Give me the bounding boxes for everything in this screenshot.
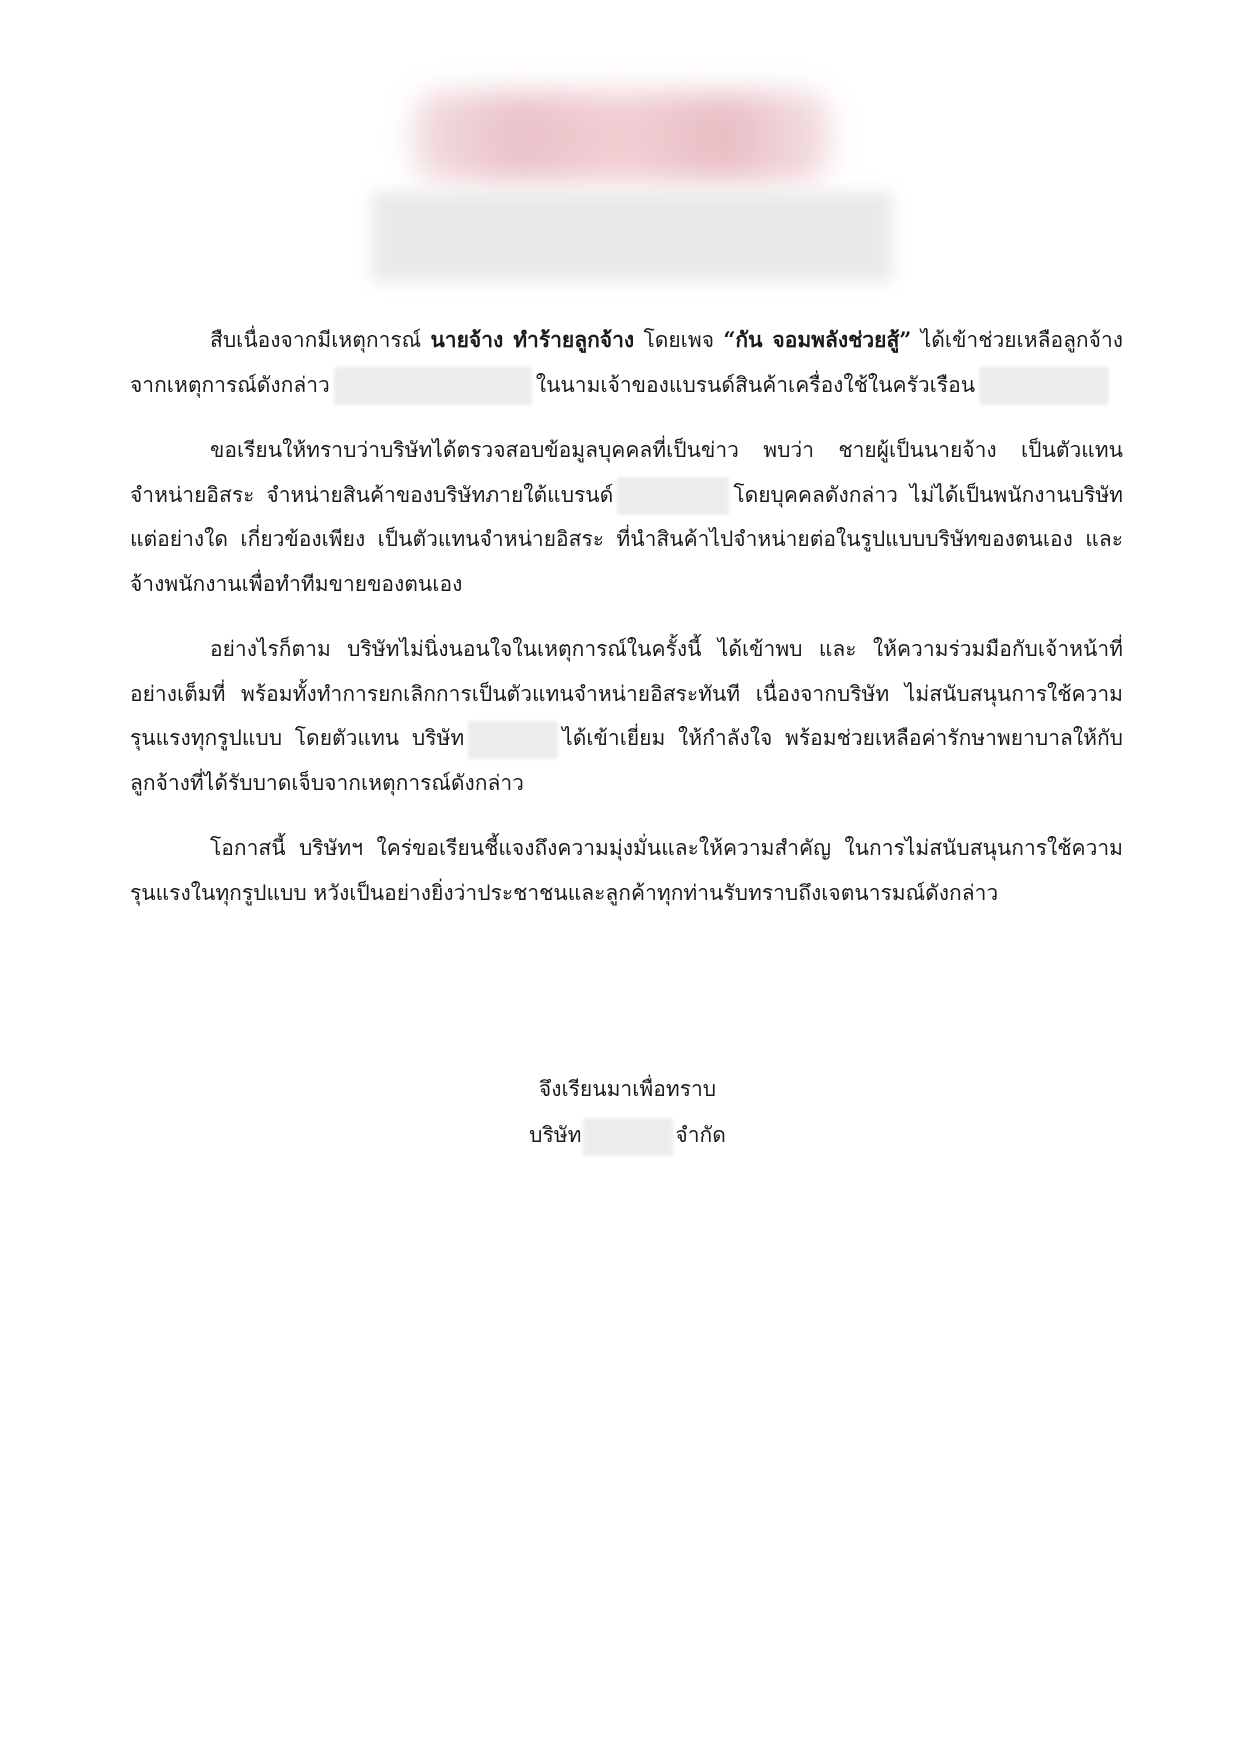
redacted-brand — [617, 477, 729, 515]
paragraph-2-text: โดยบุคคลดังกล่าว ไม่ได้เป็นพนักงานบริษัทแต่อย่างใด เกี่ยวข้องเพียง เป็นตัวแทนจำหน่ายอิสระ ที่นำสินค้าไปจำหน่ายต่อในรูปแบบบริษัทของตนเอง และจ้างพนักงานเพื่อทำทีมขายของตนเอง — [130, 482, 1123, 596]
redacted-company — [583, 1118, 673, 1156]
closing-phrase: จึงเรียนมาเพื่อทราบ — [538, 1077, 717, 1101]
redacted-brand — [979, 367, 1109, 405]
redacted-letterhead — [372, 92, 892, 292]
redacted-company — [468, 721, 558, 759]
paragraph-1-text: ในนามเจ้าของแบรนด์สินค้าเครื่องใช้ในครัวเรือน — [535, 372, 976, 397]
blurred-logo — [412, 92, 832, 182]
paragraph-1-text: โดยเพจ — [643, 328, 714, 352]
paragraph-4 — [130, 826, 1123, 915]
letter-body — [130, 318, 1123, 936]
blurred-company-name — [372, 192, 892, 282]
paragraph-3-text: อย่างไรก็ตาม บริษัทไม่นิ่งนอนใจในเหตุการณ์ในครั้งนี้ ได้เข้าพบ และ ให้ความร่วมมือกับเจ้าหน้าที่อย่างเต็มที่ พร้อมทั้งทำการยกเลิกการเป็นตัวแทนจำหน่ายอิสระทันที เนื่องจากบริษัท ไม่สนับสนุนการใช้ความรุนแรงทุกรูปแบบ โดยตัวแทน บริษัท — [130, 637, 1123, 750]
paragraph-1-bold-headline: นายจ้าง ทำร้ายลูกจ้าง — [430, 327, 635, 352]
company-prefix: บริษัท — [529, 1123, 582, 1147]
redacted-text — [334, 367, 532, 405]
paragraph-4-text: โอกาสนี้ บริษัทฯ ใคร่ขอเรียนชี้แจงถึงความมุ่งมั่นและให้ความสำคัญ ในการไม่สนับสนุนการใช้ความรุนแรงในทุกรูปแบบ หวังเป็นอย่างยิ่งว่าประชาชนและลูกค้าทุกท่านรับทราบถึงเจตนารมณ์ดังกล่าว — [130, 836, 1123, 905]
paragraph-1 — [130, 318, 1123, 407]
letter-closing — [0, 1066, 1241, 1158]
company-suffix: จำกัด — [675, 1123, 726, 1147]
paragraph-3-text: ได้เข้าเยี่ยม ให้กำลังใจ พร้อมช่วยเหลือค่ารักษาพยาบาลให้กับลูกจ้างที่ได้รับบาดเจ็บจากเหตุการณ์ดังกล่าว — [130, 726, 1123, 795]
paragraph-2-text: ขอเรียนให้ทราบว่าบริษัทได้ตรวจสอบข้อมูลบุคคลที่เป็นข่าว พบว่า ชายผู้เป็นนายจ้าง เป็นตัวแทนจำหน่ายอิสระ จำหน่ายสินค้าของบริษัทภายใต้แบรนด์ — [130, 438, 1123, 507]
company-signature — [7, 1112, 1241, 1158]
paragraph-1-bold-page-name: “กัน จอมพลังช่วยสู้” — [723, 327, 912, 352]
paragraph-1-text: สืบเนื่องจากมีเหตุการณ์ — [210, 328, 422, 352]
paragraph-2 — [130, 428, 1123, 606]
paragraph-1-text: ได้เข้าช่วยเหลือลูกจ้าง จากเหตุการณ์ดังกล่าว — [130, 328, 1123, 397]
paragraph-3 — [130, 627, 1123, 805]
